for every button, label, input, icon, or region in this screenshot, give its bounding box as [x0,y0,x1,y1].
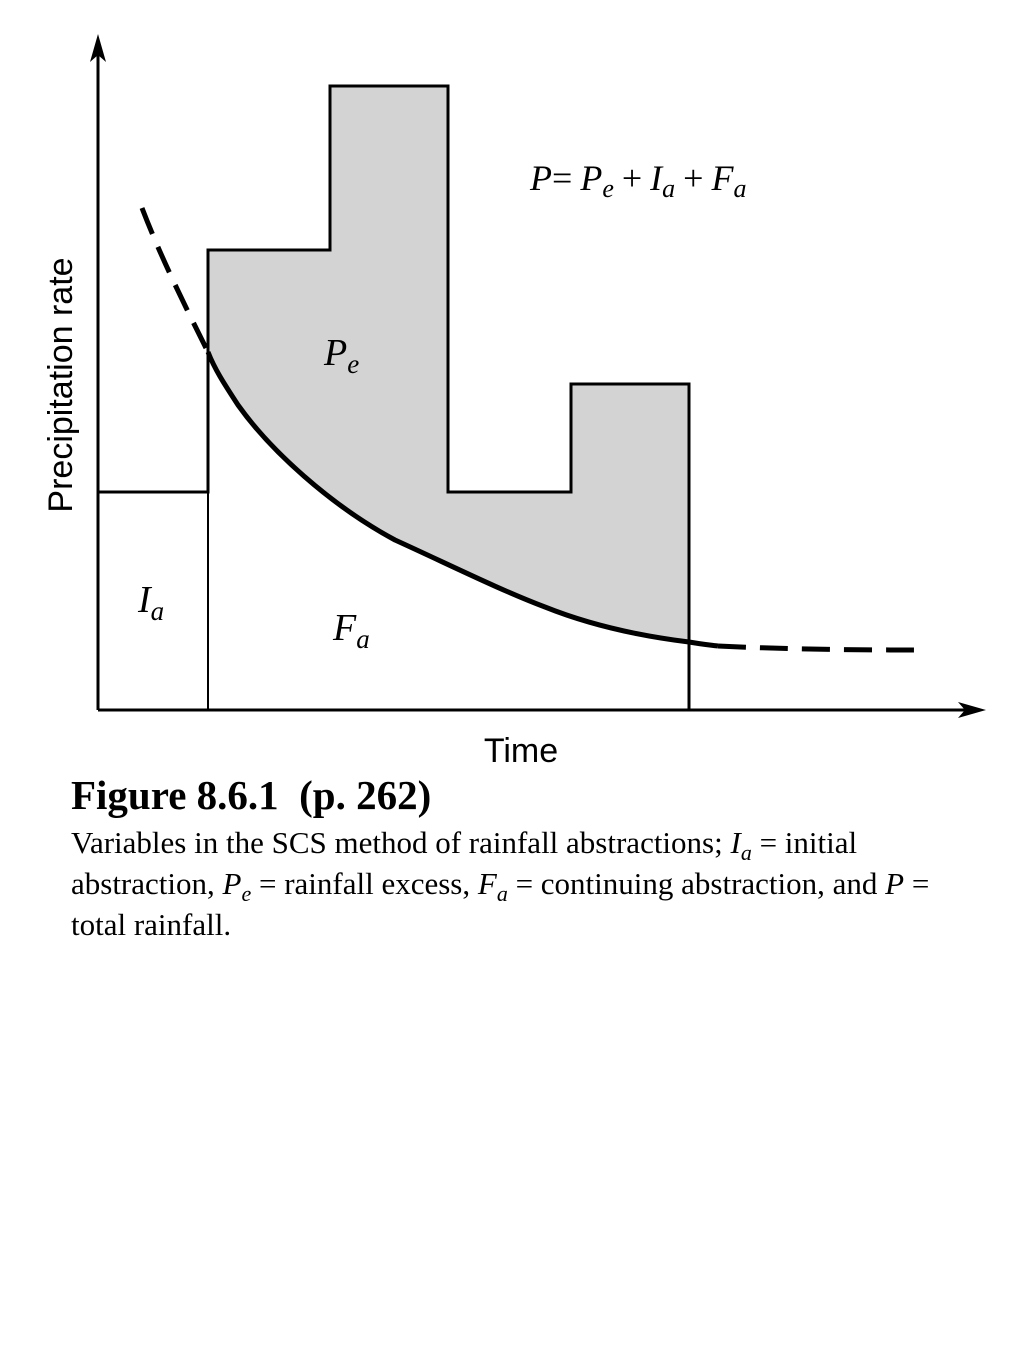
rainfall-excess-label: $P_e$ [324,332,360,379]
caption-segment: = total rainfall. [71,866,930,942]
caption-p-symbol: P [885,866,905,901]
figure-caption [71,770,971,945]
figure-title: Figure 8.6.1 (p. 262) [71,772,432,818]
caption-pe-symbol: P [222,866,242,901]
caption-text [71,822,971,945]
y-axis-label: Precipitation rate [42,257,80,513]
caption-segment: = rainfall excess, [251,866,478,901]
initial-abstraction-label: $I_a$ [138,579,165,626]
caption-fa-symbol: F [477,866,497,901]
infiltration-curve-dashed-tail [718,646,915,650]
continuing-abstraction-label: $F_a$ [333,607,370,654]
caption-segment: = continuing abstraction, and [507,866,886,901]
caption-pe-subscript: e [241,881,252,906]
total-rainfall-equation: P= Pe + Ia + Fa [530,158,747,203]
infiltration-curve-dashed-start [142,208,208,352]
caption-fa-subscript: a [496,881,508,906]
caption-segment: Variables in the SCS method of rainfall abstractions; [71,825,731,860]
caption-segment: = initial abstraction, [71,825,858,901]
caption-ia-symbol: I [730,825,741,860]
caption-ia-subscript: a [740,840,752,865]
x-axis-label: Time [483,732,559,770]
